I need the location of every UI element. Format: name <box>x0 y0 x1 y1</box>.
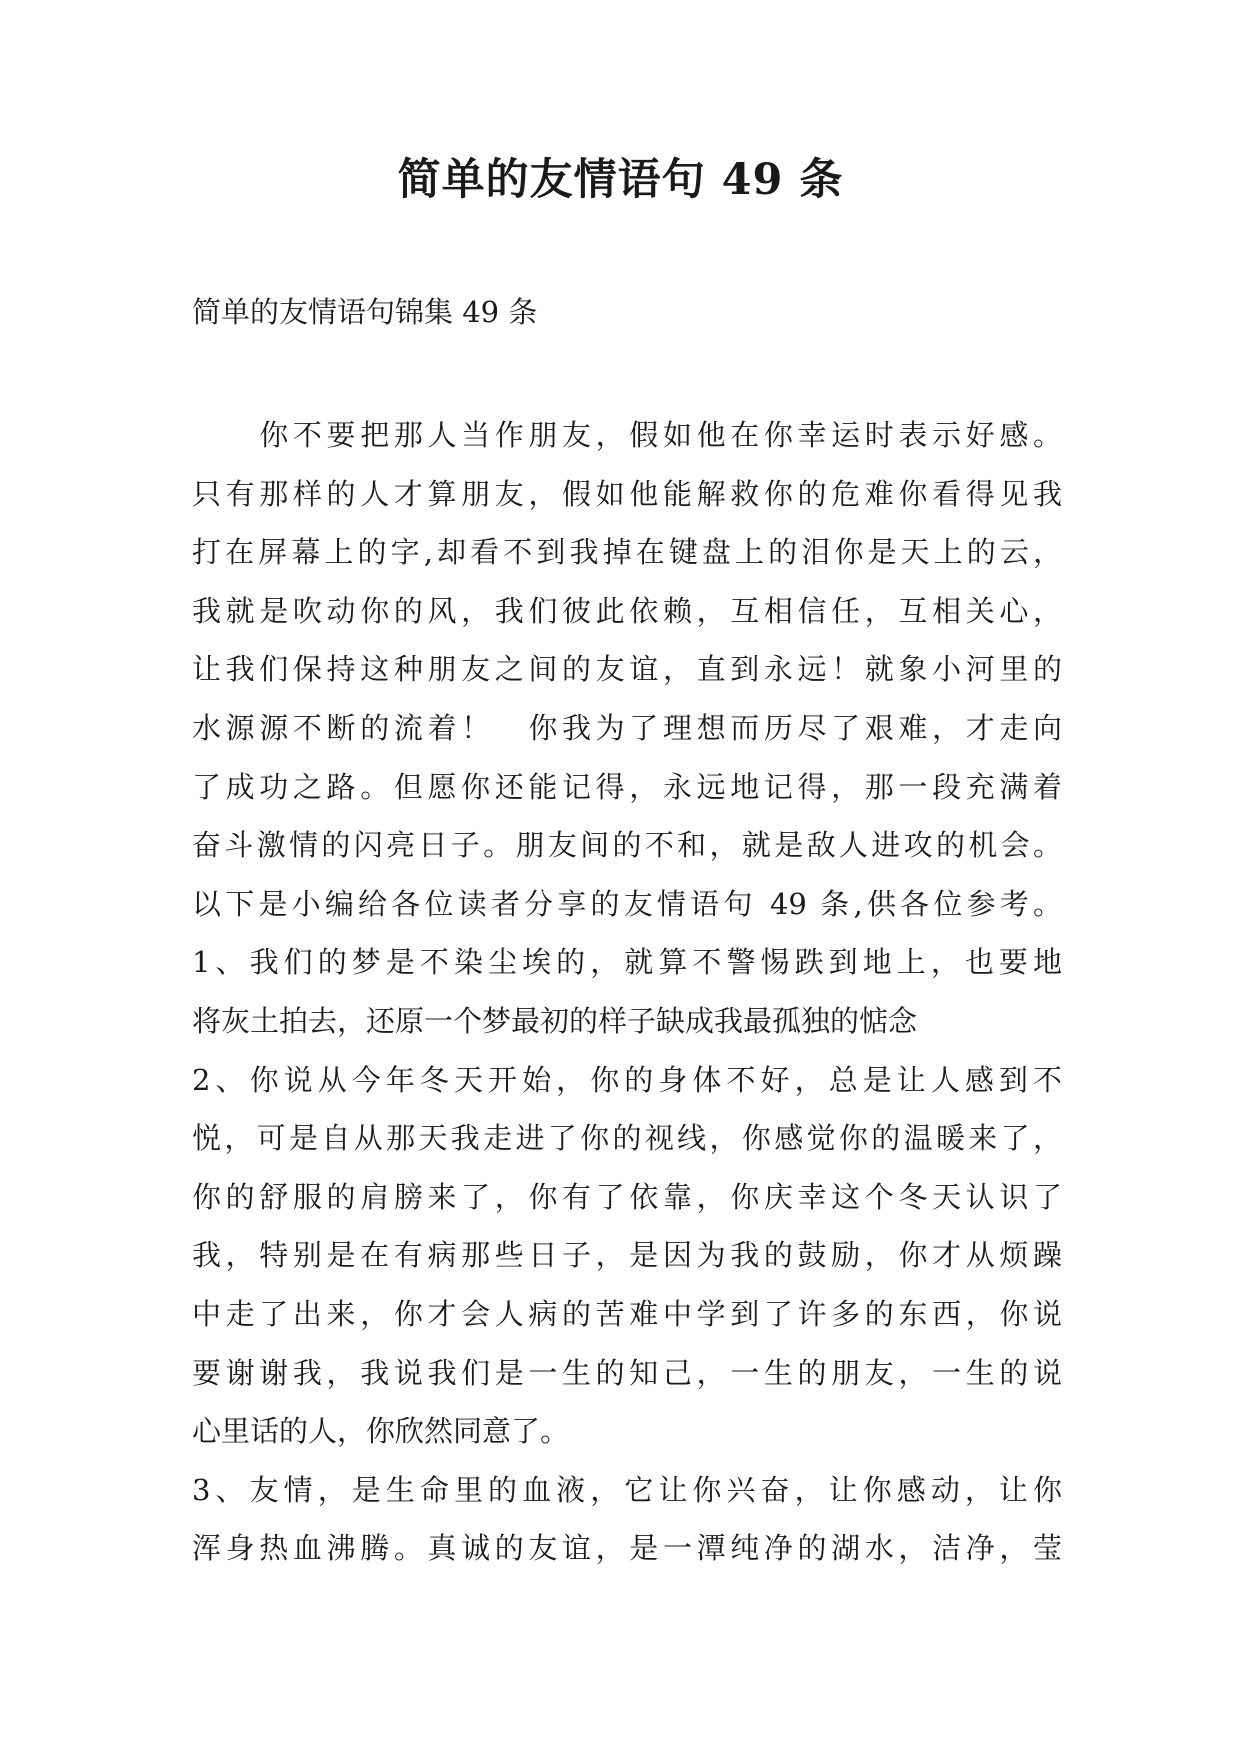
body-text <box>192 406 1062 1578</box>
list-item-3-line: 浑身热血沸腾。真诚的友谊，是一潭纯净的湖水，洁净，莹 <box>192 1531 1062 1566</box>
list-item-1-line: 1、我们的梦是不染尘埃的，就算不警惕跌到地上，也要地 <box>192 945 1062 980</box>
text-line: 水源源不断的流着！ 你我为了理想而历尽了艰难，才走向 <box>192 710 1062 745</box>
text-line: 以下是小编给各位读者分享的友情语句 49 条,供各位参考。 <box>192 886 1062 921</box>
list-item-2-line: 你的舒服的肩膀来了，你有了依靠，你庆幸这个冬天认识了 <box>192 1179 1062 1214</box>
document-subtitle: 简单的友情语句锦集 49 条 <box>192 295 538 329</box>
list-item-2-line: 我，特别是在有病那些日子，是因为我的鼓励，你才从烦躁 <box>192 1238 1062 1273</box>
list-item-2-line: 2、你说从今年冬天开始，你的身体不好，总是让人感到不 <box>192 1062 1062 1097</box>
list-item-2-line: 中走了出来，你才会人病的苦难中学到了许多的东西，你说 <box>192 1296 1062 1331</box>
text-line: 打在屏幕上的字,却看不到我掉在键盘上的泪你是天上的云， <box>192 535 1062 570</box>
text-line: 了成功之路。但愿你还能记得，永远地记得，那一段充满着 <box>192 769 1062 804</box>
text-line: 你不要把那人当作朋友，假如他在你幸运时表示好感。 <box>192 418 1062 452</box>
list-item-3-line: 3、友情，是生命里的血液，它让你兴奋，让你感动，让你 <box>192 1472 1062 1507</box>
list-item-2-line: 心里话的人，你欣然同意了。 <box>192 1414 570 1449</box>
text-line: 让我们保持这种朋友之间的友谊，直到永远！就象小河里的 <box>192 652 1062 687</box>
text-line: 我就是吹动你的风，我们彼此依赖，互相信任，互相关心， <box>192 593 1062 628</box>
page-title: 简单的友情语句 49 条 <box>397 155 844 205</box>
list-item-1-line: 将灰土拍去，还原一个梦最初的样子缺成我最孤独的惦念 <box>192 1003 918 1038</box>
list-item-2-line: 悦，可是自从那天我走进了你的视线，你感觉你的温暖来了， <box>192 1121 1062 1156</box>
list-item-2-line: 要谢谢我，我说我们是一生的知己，一生的朋友，一生的说 <box>192 1355 1062 1390</box>
text-line: 只有那样的人才算朋友，假如他能解救你的危难你看得见我 <box>192 476 1062 511</box>
text-line: 奋斗激情的闪亮日子。朋友间的不和，就是敌人进攻的机会。 <box>192 828 1062 863</box>
